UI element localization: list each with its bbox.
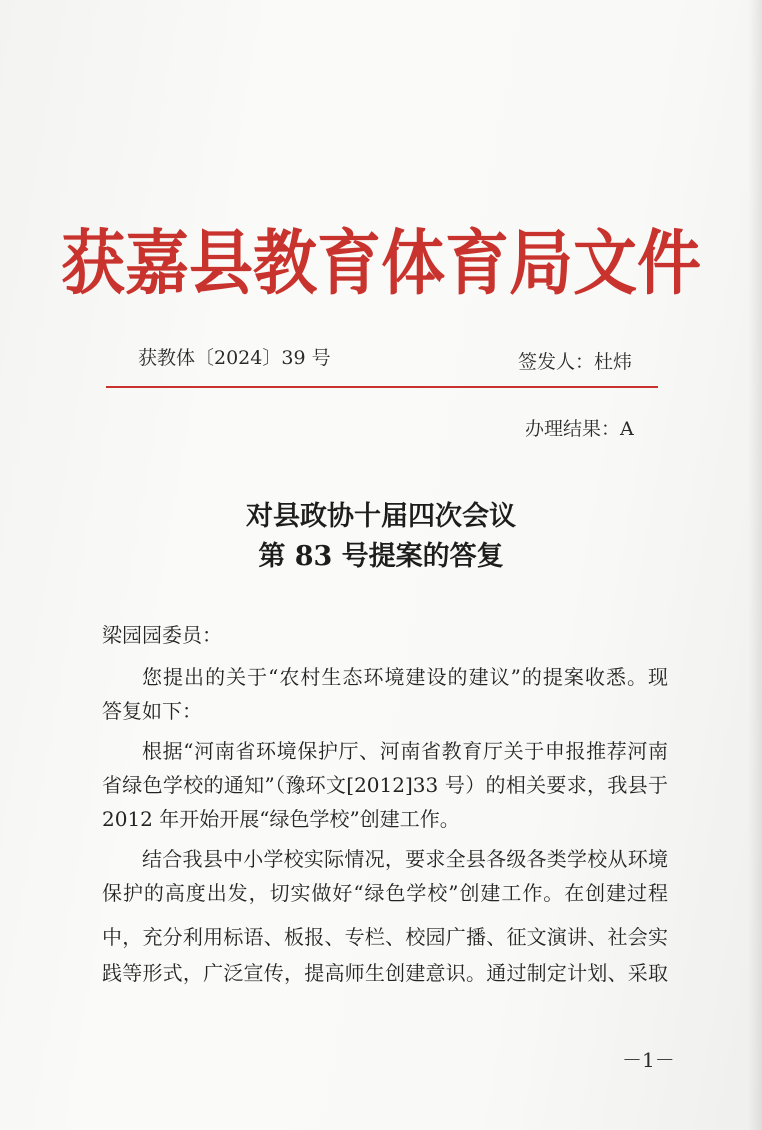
body-line: 答复如下：: [102, 699, 202, 723]
red-divider-line: [106, 386, 658, 388]
body-line: 根据“河南省环境保护厅、河南省教育厅关于申报推荐河南: [142, 739, 668, 763]
body-line: 中，充分利用标语、板报、专栏、校园广播、征文演讲、社会实: [102, 925, 668, 949]
body-line: 省绿色学校的通知”（豫环文[2012]33 号）的相关要求，我县于: [102, 773, 668, 797]
document-number: 获教体〔2024〕39 号: [138, 347, 331, 369]
body-line: 结合我县中小学校实际情况，要求全县各级各类学校从环境: [142, 847, 668, 871]
body-line: 践等形式，广泛宣传，提高师生创建意识。通过制定计划、采取: [102, 961, 668, 985]
page-number: －1－: [622, 1048, 675, 1072]
body-line: 保护的高度出发，切实做好“绿色学校”创建工作。在创建过程: [102, 881, 668, 905]
handling-result: 办理结果：A: [525, 418, 634, 440]
body-line: 2012 年开始开展“绿色学校”创建工作。: [102, 807, 460, 831]
signer: 签发人：杜炜: [518, 351, 633, 373]
subject-title-line1: 对县政协十届四次会议: [246, 501, 516, 532]
red-header-title: 获嘉县教育体育局文件: [61, 222, 701, 306]
salutation: 梁园园委员：: [102, 623, 222, 647]
body-line: 您提出的关于“农村生态环境建设的建议”的提案收悉。现: [142, 665, 668, 689]
subject-title-line2: 第 83 号提案的答复: [258, 541, 504, 572]
